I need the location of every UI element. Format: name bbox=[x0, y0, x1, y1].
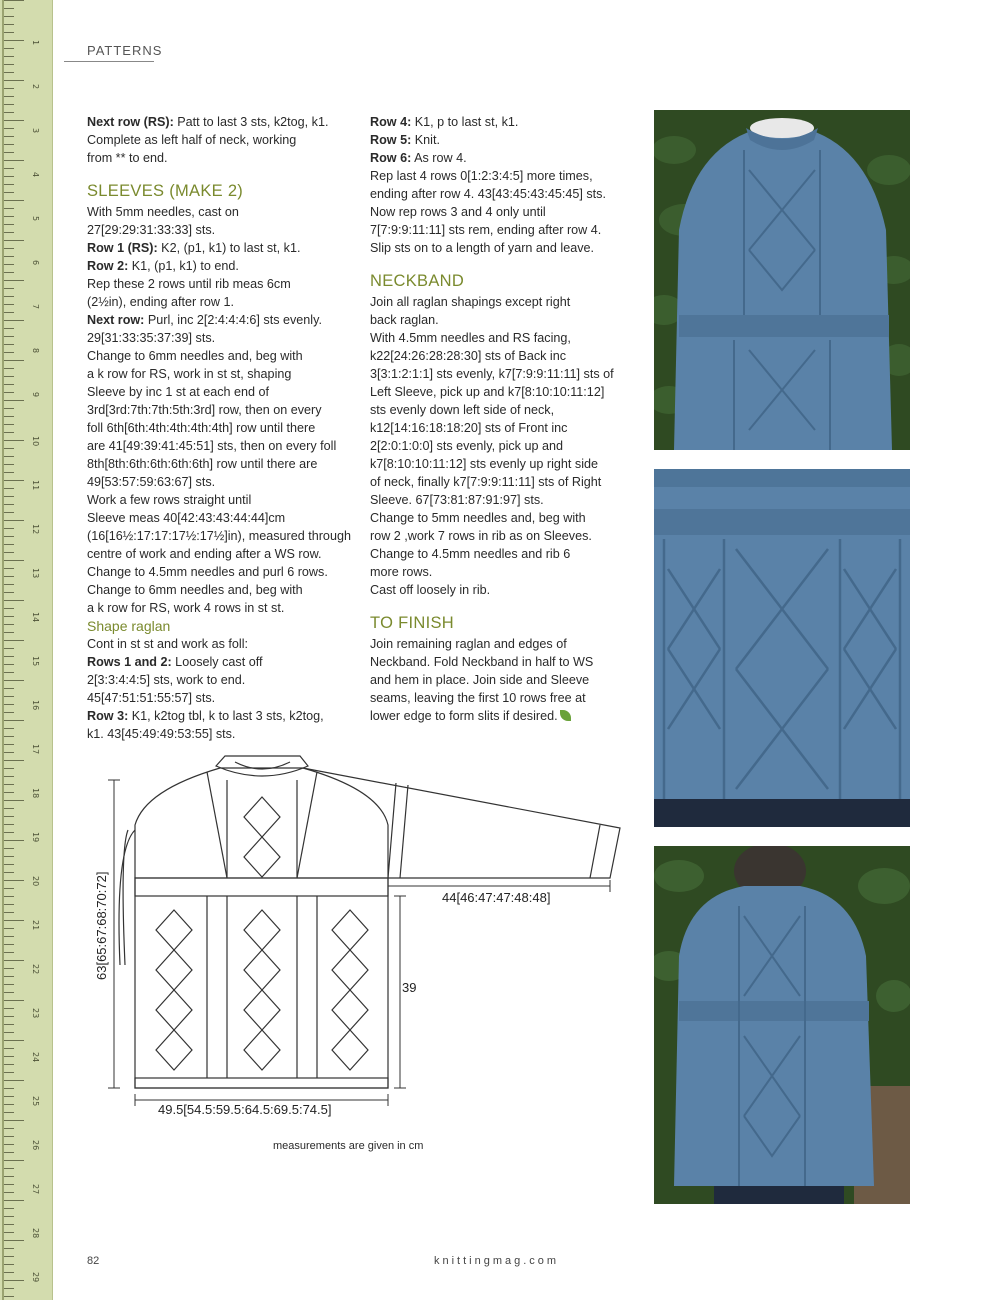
sleeves-heading: SLEEVES (MAKE 2) bbox=[87, 182, 244, 200]
ruler-label: 9 bbox=[31, 392, 40, 398]
bold-label: Rows 1 and 2: bbox=[87, 655, 172, 669]
line-text: Change to 5mm needles and, beg with bbox=[370, 511, 586, 525]
text-line bbox=[370, 563, 630, 581]
line-text: Change to 6mm needles and, beg with bbox=[87, 583, 303, 597]
ruler-label: 2 bbox=[31, 84, 40, 90]
text-line bbox=[87, 347, 359, 365]
right-column bbox=[370, 113, 630, 725]
ruler-label: 16 bbox=[31, 700, 40, 711]
line-text: 3rd[3rd:7th:7th:5th:3rd] row, then on every bbox=[87, 403, 322, 417]
text-line bbox=[87, 725, 359, 743]
text-line bbox=[370, 689, 630, 707]
line-text: As row 4. bbox=[411, 151, 467, 165]
line-text: k7[8:10:10:11:12] sts evenly up right side bbox=[370, 457, 598, 471]
photo-front-sweater bbox=[654, 110, 910, 450]
line-text: Complete as left half of neck, working bbox=[87, 133, 297, 147]
text-line bbox=[87, 545, 359, 563]
ruler-label: 24 bbox=[31, 1052, 40, 1063]
ruler-label: 20 bbox=[31, 876, 40, 887]
ruler-label: 14 bbox=[31, 612, 40, 623]
leaf-end-icon bbox=[560, 710, 571, 721]
text-line bbox=[87, 311, 359, 329]
bold-label: Row 4: bbox=[370, 115, 412, 129]
diagram-caption: measurements are given in cm bbox=[273, 1140, 424, 1152]
text-line bbox=[370, 473, 630, 491]
bold-label: Row 2: bbox=[87, 259, 129, 273]
line-text: Change to 4.5mm needles and purl 6 rows. bbox=[87, 565, 328, 579]
ruler-label: 17 bbox=[31, 744, 40, 755]
line-text: ending after row 4. 43[43:45:43:45:45] sts. bbox=[370, 187, 606, 201]
raglan-instructions bbox=[87, 635, 359, 743]
text-line bbox=[87, 419, 359, 437]
text-line bbox=[87, 401, 359, 419]
schematic-diagram bbox=[90, 750, 630, 1130]
text-line bbox=[370, 509, 630, 527]
text-line bbox=[370, 221, 630, 239]
bold-label: Next row (RS): bbox=[87, 115, 174, 129]
bold-label: Row 5: bbox=[370, 133, 412, 147]
text-line bbox=[370, 707, 630, 725]
width-dimension: 49.5[54.5:59.5:64.5:69.5:74.5] bbox=[158, 1102, 332, 1117]
text-line bbox=[87, 149, 359, 167]
line-text: Now rep rows 3 and 4 only until bbox=[370, 205, 546, 219]
text-line bbox=[87, 131, 359, 149]
left-column bbox=[87, 113, 359, 743]
line-text: (2½in), ending after row 1. bbox=[87, 295, 235, 309]
line-text: Rep last 4 rows 0[1:2:3:4:5] more times, bbox=[370, 169, 593, 183]
finish-heading: TO FINISH bbox=[370, 614, 454, 632]
line-text: foll 6th[6th:4th:4th:4th:4th] row until there bbox=[87, 421, 316, 435]
line-text: Join all raglan shapings except right bbox=[370, 295, 571, 309]
line-text: 2[3:3:4:4:5] sts, work to end. bbox=[87, 673, 246, 687]
line-text: Change to 6mm needles and, beg with bbox=[87, 349, 303, 363]
line-text: Slip sts on to a length of yarn and leave. bbox=[370, 241, 595, 255]
ruler-label: 8 bbox=[31, 348, 40, 354]
ruler-label: 1 bbox=[31, 40, 40, 46]
ruler-label: 7 bbox=[31, 304, 40, 310]
line-text: Sleeve by inc 1 st at each end of bbox=[87, 385, 270, 399]
ruler-label: 5 bbox=[31, 216, 40, 222]
ruler-label: 22 bbox=[31, 964, 40, 975]
text-line bbox=[370, 113, 630, 131]
line-text: 27[29:29:31:33:33] sts. bbox=[87, 223, 216, 237]
text-line bbox=[87, 473, 359, 491]
text-line bbox=[370, 581, 630, 599]
text-line bbox=[87, 527, 359, 545]
text-line bbox=[370, 455, 630, 473]
line-text: a k row for RS, work in st st, shaping bbox=[87, 367, 292, 381]
text-line bbox=[87, 653, 359, 671]
text-line bbox=[87, 221, 359, 239]
line-text: lower edge to form slits if desired. bbox=[370, 709, 558, 723]
text-line bbox=[370, 437, 630, 455]
line-text: k12[14:16:18:18:20] sts of Front inc bbox=[370, 421, 568, 435]
text-line bbox=[370, 311, 630, 329]
photo-cable-detail bbox=[654, 469, 910, 827]
text-line bbox=[87, 239, 359, 257]
neckband-heading: NECKBAND bbox=[370, 272, 465, 290]
line-text: Change to 4.5mm needles and rib 6 bbox=[370, 547, 571, 561]
ruler-label: 26 bbox=[31, 1140, 40, 1151]
bold-label: Row 3: bbox=[87, 709, 129, 723]
line-text: more rows. bbox=[370, 565, 433, 579]
text-line bbox=[370, 365, 630, 383]
line-text: Patt to last 3 sts, k2tog, k1. bbox=[173, 115, 329, 129]
bold-label: Row 1 (RS): bbox=[87, 241, 158, 255]
text-line bbox=[370, 239, 630, 257]
ruler-ticks bbox=[4, 0, 24, 1300]
ruler-label: 18 bbox=[31, 788, 40, 799]
side-ruler bbox=[0, 0, 53, 1300]
text-line bbox=[87, 599, 359, 617]
text-line bbox=[370, 671, 630, 689]
line-text: With 5mm needles, cast on bbox=[87, 205, 239, 219]
raglan-heading: Shape raglan bbox=[87, 618, 171, 634]
ruler-label: 19 bbox=[31, 832, 40, 843]
text-line bbox=[87, 383, 359, 401]
text-line bbox=[87, 509, 359, 527]
ruler-label: 21 bbox=[31, 920, 40, 931]
text-line bbox=[370, 491, 630, 509]
line-text: 2[2:0:1:0:0] sts evenly, pick up and bbox=[370, 439, 563, 453]
finish-instructions bbox=[370, 635, 630, 725]
section-header: PATTERNS bbox=[87, 43, 163, 58]
ruler-label: 11 bbox=[31, 480, 40, 491]
line-text: sts evenly down left side of neck, bbox=[370, 403, 555, 417]
line-text: centre of work and ending after a WS row. bbox=[87, 547, 322, 561]
text-line bbox=[87, 257, 359, 275]
ruler-label: 28 bbox=[31, 1228, 40, 1239]
text-line bbox=[370, 545, 630, 563]
line-text: Join remaining raglan and edges of bbox=[370, 637, 567, 651]
line-text: k1. 43[45:49:49:53:55] sts. bbox=[87, 727, 236, 741]
sleeve-rows bbox=[370, 113, 630, 257]
ruler-label: 25 bbox=[31, 1096, 40, 1107]
text-line bbox=[87, 113, 359, 131]
text-line bbox=[370, 203, 630, 221]
line-text: Knit. bbox=[411, 133, 440, 147]
line-text: 45[47:51:51:55:57] sts. bbox=[87, 691, 216, 705]
text-line bbox=[370, 329, 630, 347]
ruler-label: 13 bbox=[31, 568, 40, 579]
text-line bbox=[87, 581, 359, 599]
line-text: Purl, inc 2[2:4:4:4:6] sts evenly. bbox=[144, 313, 322, 327]
ruler-label: 15 bbox=[31, 656, 40, 667]
side-dimension: 39 bbox=[402, 980, 417, 995]
ruler-label: 4 bbox=[31, 172, 40, 178]
sleeve-dimension: 44[46:47:47:48:48] bbox=[442, 890, 551, 905]
line-text: 49[53:57:59:63:67] sts. bbox=[87, 475, 216, 489]
text-line bbox=[87, 203, 359, 221]
text-line bbox=[87, 437, 359, 455]
line-text: of neck, finally k7[7:9:9:11:11] sts of Right bbox=[370, 475, 602, 489]
line-text: K1, k2tog tbl, k to last 3 sts, k2tog, bbox=[128, 709, 324, 723]
text-line bbox=[370, 149, 630, 167]
text-line bbox=[87, 707, 359, 725]
text-line bbox=[87, 293, 359, 311]
text-line bbox=[370, 653, 630, 671]
line-text: K1, (p1, k1) to end. bbox=[128, 259, 239, 273]
text-line bbox=[370, 419, 630, 437]
line-text: With 4.5mm needles and RS facing, bbox=[370, 331, 571, 345]
text-line bbox=[87, 329, 359, 347]
text-line bbox=[370, 167, 630, 185]
ruler-label: 3 bbox=[31, 128, 40, 134]
line-text: k22[24:26:28:28:30] sts of Back inc bbox=[370, 349, 567, 363]
ruler-label: 23 bbox=[31, 1008, 40, 1019]
website: knittingmag.com bbox=[434, 1255, 560, 1267]
line-text: Rep these 2 rows until rib meas 6cm bbox=[87, 277, 291, 291]
ruler-label: 27 bbox=[31, 1184, 40, 1195]
text-line bbox=[370, 347, 630, 365]
length-dimension: 63[65:67:68:70:72] bbox=[94, 871, 109, 980]
line-text: seams, leaving the first 10 rows free at bbox=[370, 691, 586, 705]
text-line bbox=[87, 671, 359, 689]
ruler-label: 10 bbox=[31, 436, 40, 447]
line-text: 29[31:33:35:37:39] sts. bbox=[87, 331, 216, 345]
text-line bbox=[87, 635, 359, 653]
bold-label: Next row: bbox=[87, 313, 145, 327]
ruler-label: 6 bbox=[31, 260, 40, 266]
text-line bbox=[370, 185, 630, 203]
neckband-instructions bbox=[370, 293, 630, 599]
text-line bbox=[87, 455, 359, 473]
text-line bbox=[370, 383, 630, 401]
line-text: 8th[8th:6th:6th:6th:6th] row until there are bbox=[87, 457, 318, 471]
text-line bbox=[370, 131, 630, 149]
text-line bbox=[370, 401, 630, 419]
line-text: Cont in st st and work as foll: bbox=[87, 637, 248, 651]
text-line bbox=[87, 689, 359, 707]
line-text: (16[16½:17:17:17½:17½]in), measured through bbox=[87, 529, 351, 543]
text-line bbox=[370, 293, 630, 311]
line-text: a k row for RS, work 4 rows in st st. bbox=[87, 601, 285, 615]
line-text: Neckband. Fold Neckband in half to WS bbox=[370, 655, 594, 669]
header-rule bbox=[64, 61, 154, 62]
ruler-label: 29 bbox=[31, 1272, 40, 1283]
text-line bbox=[87, 275, 359, 293]
photo-back-sweater bbox=[654, 846, 910, 1204]
line-text: Loosely cast off bbox=[171, 655, 263, 669]
page-number: 82 bbox=[87, 1255, 100, 1267]
text-line bbox=[370, 527, 630, 545]
line-text: 3[3:1:2:1:1] sts evenly, k7[7:9:9:11:11] sts of bbox=[370, 367, 614, 381]
ruler-label: 12 bbox=[31, 524, 40, 535]
line-text: K1, p to last st, k1. bbox=[411, 115, 519, 129]
text-line bbox=[87, 365, 359, 383]
line-text: Sleeve. 67[73:81:87:91:97] sts. bbox=[370, 493, 544, 507]
text-line bbox=[87, 563, 359, 581]
line-text: 7[7:9:9:11:11] sts rem, ending after row 4. bbox=[370, 223, 602, 237]
line-text: Cast off loosely in rib. bbox=[370, 583, 491, 597]
intro-text bbox=[87, 113, 359, 167]
line-text: Work a few rows straight until bbox=[87, 493, 252, 507]
line-text: and hem in place. Join side and Sleeve bbox=[370, 673, 590, 687]
line-text: Left Sleeve, pick up and k7[8:10:10:11:12] bbox=[370, 385, 605, 399]
line-text: Sleeve meas 40[42:43:43:44:44]cm bbox=[87, 511, 286, 525]
text-line bbox=[370, 635, 630, 653]
line-text: row 2 ,work 7 rows in rib as on Sleeves. bbox=[370, 529, 592, 543]
line-text: back raglan. bbox=[370, 313, 439, 327]
line-text: K2, (p1, k1) to last st, k1. bbox=[157, 241, 301, 255]
bold-label: Row 6: bbox=[370, 151, 412, 165]
sleeves-instructions bbox=[87, 203, 359, 617]
line-text: are 41[49:39:41:45:51] sts, then on every foll bbox=[87, 439, 337, 453]
line-text: from ** to end. bbox=[87, 151, 168, 165]
text-line bbox=[87, 491, 359, 509]
